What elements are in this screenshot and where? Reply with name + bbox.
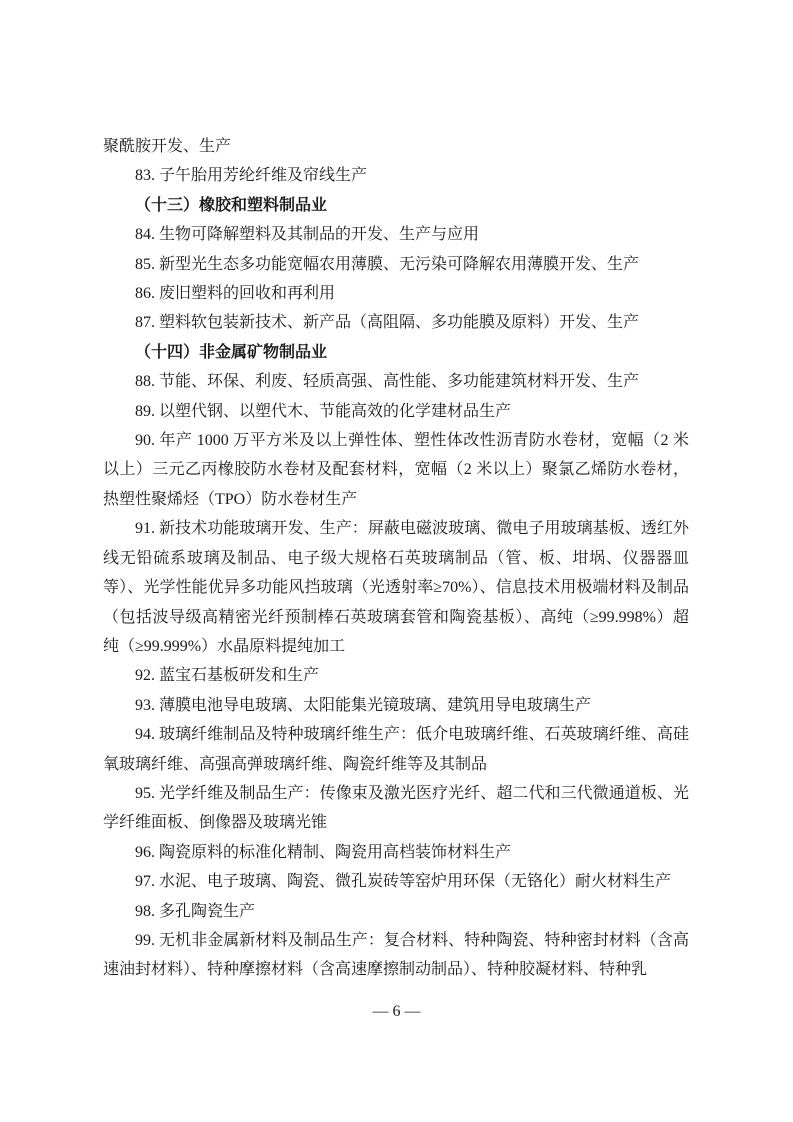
section-heading-14: （十四）非金属矿物制品业 (135, 343, 328, 361)
list-item-88: 88. 节能、环保、利废、轻质高强、高性能、多功能建筑材料开发、生产 (135, 373, 640, 391)
list-item-96: 96. 陶瓷原料的标准化精制、陶瓷用高档装饰材料生产 (135, 843, 512, 861)
page-number: — 6 — (372, 1003, 421, 1020)
list-item-89: 89. 以塑代钢、以塑代木、节能高效的化学建材品生产 (135, 402, 512, 420)
list-item-99: 99. 无机非金属新材料及制品生产：复合材料、特种陶瓷、特种密封材料（含高速油封材料）、特种摩擦材料（含高速摩擦制动制品）、特种胶凝材料、特种乳 (103, 931, 689, 979)
list-item-85: 85. 新型光生态多功能宽幅农用薄膜、无污染可降解农用薄膜开发、生产 (135, 255, 640, 273)
list-item-95: 95. 光学纤维及制品生产：传像束及激光医疗光纤、超二代和三代微通道板、光学纤维面板、倒像器及玻璃光锥 (103, 784, 689, 832)
document-body (103, 132, 689, 985)
list-item-86: 86. 废旧塑料的回收和再利用 (135, 285, 336, 303)
list-item-97: 97. 水泥、电子玻璃、陶瓷、微孔炭砖等窑炉用环保（无铬化）耐火材料生产 (135, 873, 672, 891)
list-item-93: 93. 薄膜电池导电玻璃、太阳能集光镜玻璃、建筑用导电玻璃生产 (135, 696, 592, 714)
paragraph-continuation: 聚酰胺开发、生产 (103, 138, 232, 155)
section-heading-13: （十三）橡胶和塑料制品业 (135, 196, 328, 214)
list-item-94: 94. 玻璃纤维制品及特种玻璃纤维生产：低介电玻璃纤维、石英玻璃纤维、高硅氧玻璃纤维、高强高弹玻璃纤维、陶瓷纤维等及其制品 (103, 726, 689, 773)
list-item-87: 87. 塑料软包装新技术、新产品（高阻隔、多功能膜及原料）开发、生产 (135, 314, 640, 332)
list-item-83: 83. 子午胎用芳纶纤维及帘线生产 (135, 167, 368, 185)
list-item-84: 84. 生物可降解塑料及其制品的开发、生产与应用 (135, 226, 480, 244)
page-footer (0, 999, 793, 1025)
list-item-90: 90. 年产 1000 万平方米及以上弹性体、塑性体改性沥青防水卷材，宽幅（2 米以上）三元乙丙橡胶防水卷材及配套材料，宽幅（2 米以上）聚氯乙烯防水卷材，热塑性聚烯烃（TPO）防水卷材生产 (103, 432, 689, 508)
list-item-91: 91. 新技术功能玻璃开发、生产：屏蔽电磁波玻璃、微电子用玻璃基板、透红外线无铅硫系玻璃及制品、电子级大规格石英玻璃制品（管、板、坩埚、仪器器皿等）、光学性能优异多功能风挡玻璃（光透射率≥70%）、信息技术用极端材料及制品（包括波导级高精密光纤预制棒石英玻璃套管和陶瓷基板）、高纯（≥99.998%）超纯（≥99.999%）水晶原料提纯加工 (103, 520, 689, 655)
list-item-92: 92. 蓝宝石基板研发和生产 (135, 667, 320, 685)
list-item-98: 98. 多孔陶瓷生产 (135, 902, 256, 920)
